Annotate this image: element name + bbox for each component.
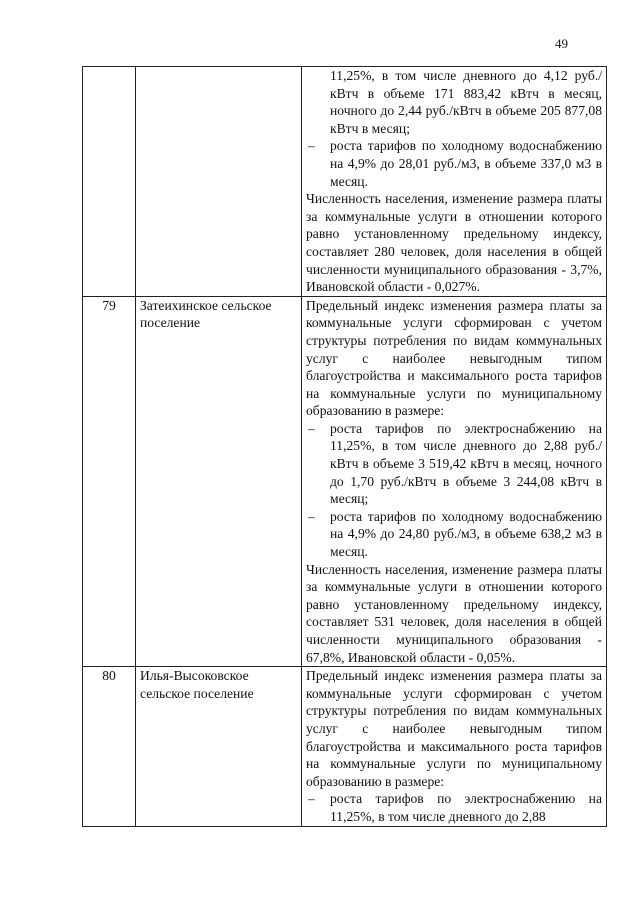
table-row [83,296,607,666]
table-row [83,67,607,297]
list-item-text: роста тарифов по холодному водоснабжению на 4,9% до 24,80 руб./м3, в объеме 638,2 м3 в месяц. [330,508,602,560]
population-paragraph: Численность населения, изменение размера платы за коммунальные услуги в отношении которого равно установленному предельному индексу, составляет 531 человек, доля населения в общей численности муниципального образования - 67,8%, Ивановской области - 0,05%. [306,561,602,665]
page-number: 49 [555,36,568,51]
municipality-name-cell: Илья-Высоковское сельское поселение [136,667,302,826]
list-item [306,508,602,561]
description-cell [302,67,607,297]
list-dash: – [308,508,315,524]
continued-tariff-text: 11,25%, в том числе дневного до 4,12 руб./кВтч в объеме 171 883,42 кВтч в месяц, ночного до 2,44 руб./кВтч в объеме 205 877,08 кВтч в месяц; [330,68,602,136]
list-item-text: роста тарифов по холодному водоснабжению на 4,9% до 28,01 руб./м3, в объеме 337,0 м3 в месяц. [330,138,602,189]
row-number-cell [83,67,136,297]
list-item [306,420,602,508]
list-dash: – [308,138,315,154]
list-item-text: роста тарифов по электроснабжению на 11,25%, в том числе дневного до 2,88 руб./кВтч в объеме 3 519,42 кВтч в месяц, ночного до 1,70 руб./кВтч в объеме 3 244,08 кВтч в месяц; [330,420,602,507]
intro-paragraph: Предельный индекс изменения размера платы за коммунальные услуги сформирован с учетом структуры потребления по видам коммунальных услуг с наиболее невыгодным типом благоустройства и максимального роста тарифов на коммунальные услуги по муниципальному образованию в размере: [306,668,602,789]
description-cell [302,296,607,666]
population-paragraph: Численность населения, изменение размера платы за коммунальные услуги в отношении которого равно установленному предельному индексу, составляет 280 человек, доля населения в общей численности муниципального образования - 3,7%, Ивановской области - 0,027%. [306,191,602,295]
description-cell [302,667,607,826]
table-row [83,667,607,826]
list-item [306,790,602,825]
list-dash: – [308,791,315,807]
municipality-name-cell: Затеихинское сельское поселение [136,296,302,666]
list-item-text: роста тарифов по электроснабжению на 11,25%, в том числе дневного до 2,88 [330,791,602,824]
intro-paragraph: Предельный индекс изменения размера платы за коммунальные услуги сформирован с учетом структуры потребления по видам коммунальных услуг с наиболее невыгодным типом благоустройства и максимального роста тарифов на коммунальные услуги по муниципальному образованию в размере: [306,297,602,419]
list-item [306,137,602,190]
list-dash: – [308,420,315,436]
municipality-name-cell [136,67,302,297]
indices-table [82,66,607,827]
row-number-cell: 79 [83,296,136,666]
row-number-cell: 80 [83,667,136,826]
